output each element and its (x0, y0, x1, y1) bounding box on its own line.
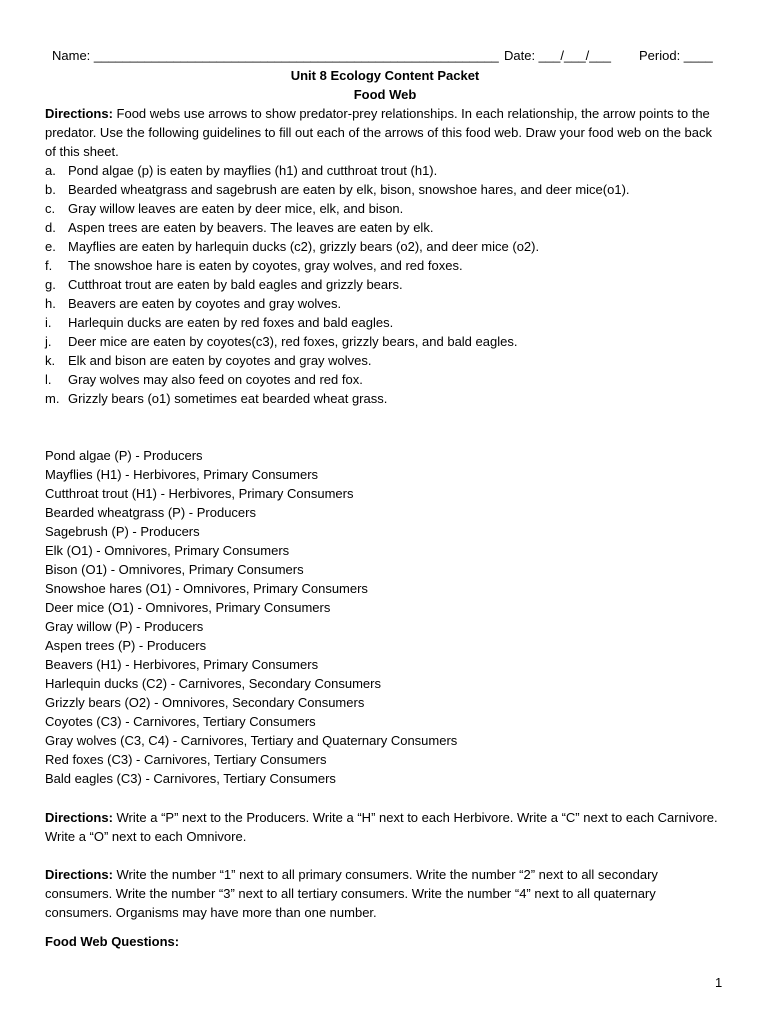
organism-item: Coyotes (C3) - Carnivores, Tertiary Consumers (45, 714, 316, 729)
guideline-letter: m. (45, 391, 60, 406)
guideline-text: Beavers are eaten by coyotes and gray wolves. (68, 296, 342, 311)
organism-item: Grizzly bears (O2) - Omnivores, Secondary Consumers (45, 695, 365, 710)
directions-text: Write a “P” next to the Producers. Write a “H” next to each Herbivore. Write a “C” next to each Carnivore. Write a “O” next to each Omnivore. (45, 810, 718, 844)
organism-item: Bald eagles (C3) - Carnivores, Tertiary Consumers (45, 771, 336, 786)
guideline-letter: e. (45, 239, 56, 254)
page-number: 1 (715, 975, 723, 990)
organism-item: Bearded wheatgrass (P) - Producers (45, 505, 256, 520)
organism-item: Beavers (H1) - Herbivores, Primary Consumers (45, 657, 319, 672)
guideline-item (45, 275, 725, 294)
directions-paragraph-3 (45, 865, 725, 922)
guideline-letter: h. (45, 296, 56, 311)
name-field[interactable]: Name: ________________________________________________________ (52, 48, 499, 63)
period-field[interactable]: Period: ____ (639, 48, 713, 63)
guideline-letter: i. (45, 315, 52, 330)
guideline-letter: d. (45, 220, 56, 235)
guideline-item (45, 370, 725, 389)
header-line (45, 46, 725, 66)
guideline-item (45, 313, 725, 332)
guideline-text: Harlequin ducks are eaten by red foxes and bald eagles. (68, 315, 394, 330)
guideline-item (45, 161, 725, 180)
guideline-item (45, 294, 725, 313)
guideline-letter: b. (45, 182, 56, 197)
organism-item: Gray wolves (C3, C4) - Carnivores, Tertiary and Quaternary Consumers (45, 733, 458, 748)
organism-item: Cutthroat trout (H1) - Herbivores, Primary Consumers (45, 486, 354, 501)
organism-item: Mayflies (H1) - Herbivores, Primary Consumers (45, 467, 319, 482)
questions-heading: Food Web Questions: (45, 934, 180, 949)
organism-item: Bison (O1) - Omnivores, Primary Consumers (45, 562, 304, 577)
directions-text: Food webs use arrows to show predator-prey relationships. In each relationship, the arrow points to the predator. Use the following guidelines to fill out each of the arrows of this food web. Draw your food web on the back of this sheet. (45, 106, 712, 159)
guideline-letter: j. (45, 334, 52, 349)
organism-item: Gray willow (P) - Producers (45, 619, 204, 634)
guideline-text: The snowshoe hare is eaten by coyotes, gray wolves, and red foxes. (68, 258, 463, 273)
guideline-letter: a. (45, 163, 56, 178)
guideline-text: Gray willow leaves are eaten by deer mice, elk, and bison. (68, 201, 404, 216)
directions-paragraph-2 (45, 808, 725, 846)
organism-item: Sagebrush (P) - Producers (45, 524, 200, 539)
guideline-letter: c. (45, 201, 56, 216)
guideline-item (45, 218, 725, 237)
guideline-text: Pond algae (p) is eaten by mayflies (h1) and cutthroat trout (h1). (68, 163, 438, 178)
guideline-item (45, 351, 725, 370)
guideline-letter: k. (45, 353, 56, 368)
guideline-item (45, 180, 725, 199)
date-field[interactable]: Date: ___/___/___ (504, 48, 611, 63)
guideline-item (45, 389, 725, 408)
organism-item: Aspen trees (P) - Producers (45, 638, 207, 653)
guideline-item (45, 256, 725, 275)
guideline-text: Cutthroat trout are eaten by bald eagles and grizzly bears. (68, 277, 403, 292)
guideline-letter: l. (45, 372, 52, 387)
guideline-text: Aspen trees are eaten by beavers. The leaves are eaten by elk. (68, 220, 434, 235)
organism-item: Snowshoe hares (O1) - Omnivores, Primary Consumers (45, 581, 368, 596)
guideline-item (45, 332, 725, 351)
directions-text: Write the number “1” next to all primary consumers. Write the number “2” next to all secondary consumers. Write the number “3” next to all tertiary consumers. Write the number “4” next to all quaternary consumers. Organisms may have more than one number. (45, 867, 658, 920)
guideline-text: Mayflies are eaten by harlequin ducks (c2), grizzly bears (o2), and deer mice (o2). (68, 239, 540, 254)
guideline-text: Bearded wheatgrass and sagebrush are eaten by elk, bison, snowshoe hares, and deer mice(o1). (68, 182, 630, 197)
organism-item: Elk (O1) - Omnivores, Primary Consumers (45, 543, 290, 558)
organism-item: Red foxes (C3) - Carnivores, Tertiary Consumers (45, 752, 327, 767)
guideline-text: Gray wolves may also feed on coyotes and red fox. (68, 372, 363, 387)
directions-label: Directions: (45, 106, 113, 121)
organism-item: Pond algae (P) - Producers (45, 448, 203, 463)
document-page (45, 46, 725, 951)
guidelines-list (45, 161, 725, 408)
guideline-letter: g. (45, 277, 56, 292)
organism-item: Deer mice (O1) - Omnivores, Primary Consumers (45, 600, 331, 615)
directions-label: Directions: (45, 867, 113, 882)
page-subtitle: Food Web (353, 87, 417, 102)
directions-label: Directions: (45, 810, 113, 825)
guideline-text: Deer mice are eaten by coyotes(c3), red foxes, grizzly bears, and bald eagles. (68, 334, 518, 349)
guideline-item (45, 199, 725, 218)
organisms-list (45, 446, 725, 788)
directions-paragraph-1 (45, 104, 725, 161)
guideline-item (45, 237, 725, 256)
page-title: Unit 8 Ecology Content Packet (290, 68, 480, 83)
organism-item: Harlequin ducks (C2) - Carnivores, Secondary Consumers (45, 676, 381, 691)
guideline-letter: f. (45, 258, 53, 273)
guideline-text: Elk and bison are eaten by coyotes and gray wolves. (68, 353, 372, 368)
guideline-text: Grizzly bears (o1) sometimes eat bearded wheat grass. (68, 391, 388, 406)
